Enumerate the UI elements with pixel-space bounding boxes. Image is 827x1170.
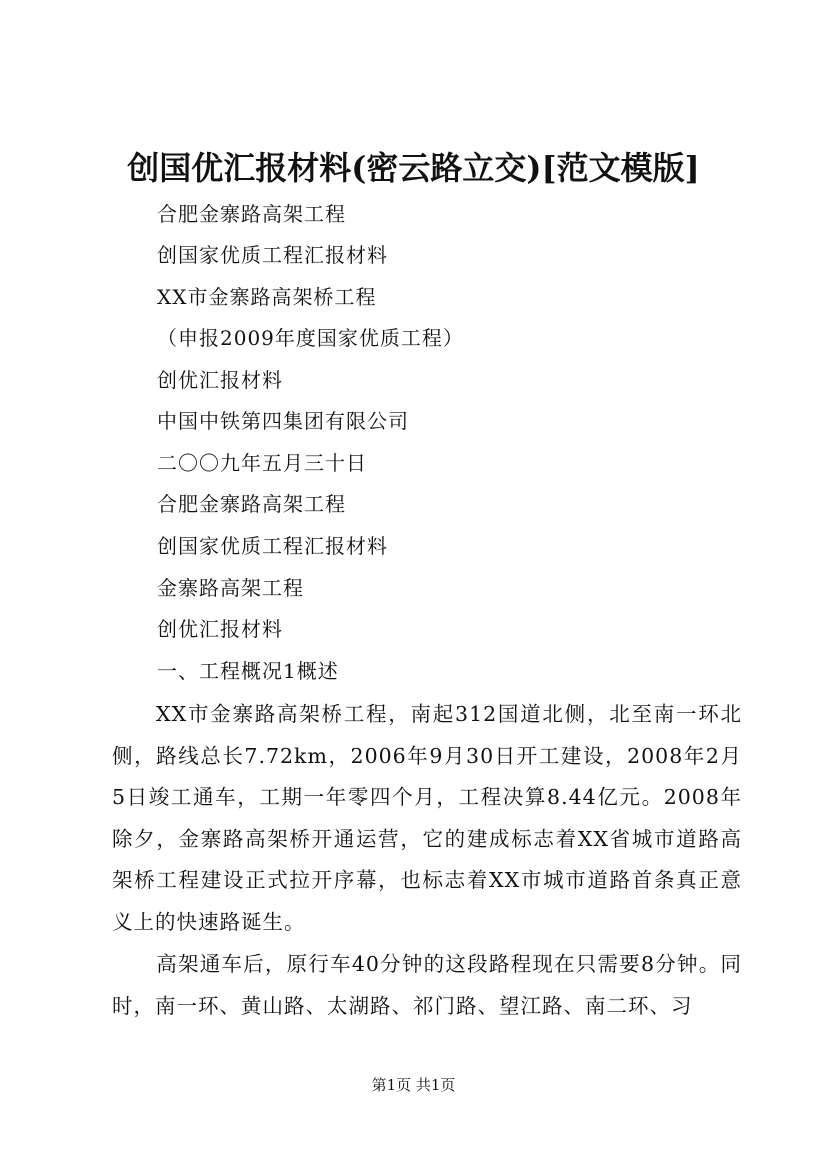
text-line: XX市金寨路高架桥工程 [157,285,377,309]
text-line: 中国中铁第四集团有限公司 [157,409,409,433]
text-line: 二〇〇九年五月三十日 [157,451,367,475]
paragraph-text: 高架通车后，原行车40分钟的这段路程现在只需要8分钟。同时，南一环、黄山路、太湖路、祁门路、望江路、南二环、习 [112,952,742,1018]
text-line: 创国家优质工程汇报材料 [157,534,388,558]
text-line: 合肥金寨路高架工程 [157,492,346,516]
text-line: 创国家优质工程汇报材料 [157,243,388,267]
body-paragraph [112,694,742,943]
text-line: （申报2009年度国家优质工程） [157,326,464,350]
document-title: 创国优汇报材料(密云路立交)[范文模版] [127,149,700,187]
text-line: 合肥金寨路高架工程 [157,202,346,226]
text-line: 创优汇报材料 [157,617,283,641]
text-line: 创优汇报材料 [157,368,283,392]
section-heading: 一、工程概况1概述 [157,659,339,683]
paragraph-text: XX市金寨路高架桥工程，南起312国道北侧，北至南一环北侧，路线总长7.72km，2006年9月30日开工建设，2008年2月5日竣工通车，工期一年零四个月，工程决算8.44亿元。2008年除夕，金寨路高架桥开通运营，它的建成标志着XX省城市道路高架桥工程建设正式拉开序幕，也标志着XX市城市道路首条真正意义上的快速路诞生。 [112,702,742,934]
page-footer: 第1页 共1页 [371,1076,456,1094]
text-line: 金寨路高架工程 [157,576,304,600]
body-paragraph [112,944,742,1027]
